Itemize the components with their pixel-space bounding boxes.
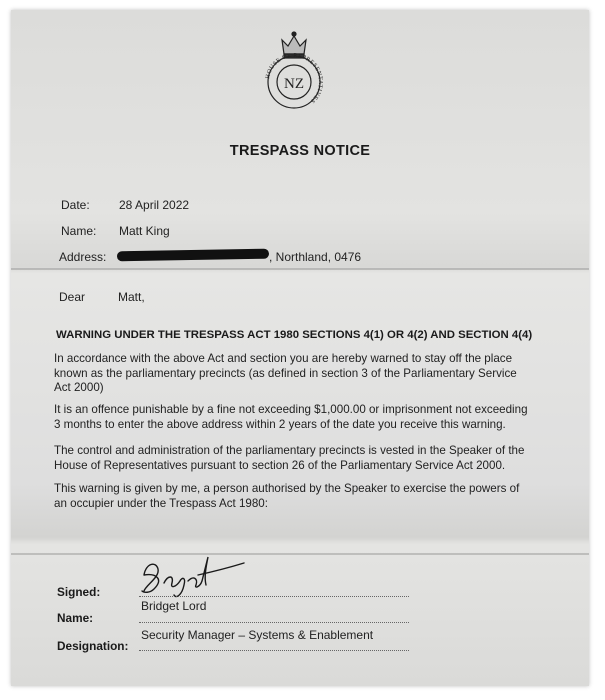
house-of-representatives-crest-icon — [264, 18, 324, 118]
paragraph-line: It is an offence punishable by a fine not exceeding $1,000.00 or imprisonment not exceeding — [54, 403, 528, 416]
name-line — [139, 622, 409, 623]
name-value: Matt King — [119, 224, 170, 238]
paragraph-authority — [54, 482, 554, 511]
greeting-dear: Dear — [59, 290, 86, 304]
date-label: Date: — [61, 198, 90, 212]
paragraph-line: House of Representatives pursuant to section 26 of the Parliamentary Service Act 2000. — [54, 458, 506, 472]
paragraph-line: The control and administration of the parliamentary precincts is vested in the Speaker of the — [54, 444, 525, 457]
designation-value: Security Manager – Systems & Enablement — [141, 628, 374, 642]
crest-emblem-text: NZ — [284, 76, 304, 92]
signature-line — [139, 596, 409, 597]
crest-ring-text: HOUSE OF REPRESENTATIVES — [265, 52, 324, 105]
paragraph-line: This warning is given by me, a person authorised by the Speaker to exercise the powers of — [54, 482, 520, 495]
trespass-notice-document — [11, 10, 589, 686]
paragraph-warning — [54, 352, 554, 396]
paragraph-line: 3 months to enter the above address within 2 years of the date you receive this warning. — [54, 417, 506, 431]
paper-fold-line — [11, 268, 589, 270]
paragraph-line: known as the parliamentary precincts (as defined in section 3 of the Parliamentary Service — [54, 366, 517, 380]
warning-heading: WARNING UNDER THE TRESPASS ACT 1980 SECTIONS 4(1) OR 4(2) AND SECTION 4(4) — [56, 329, 533, 341]
page-title: TRESPASS NOTICE — [229, 143, 371, 159]
signer-name-value: Bridget Lord — [141, 599, 207, 613]
paragraph-line: In accordance with the above Act and section you are hereby warned to stay off the place — [54, 352, 513, 365]
paragraph-line: Act 2000) — [54, 381, 104, 394]
signed-label: Signed: — [57, 585, 101, 599]
paragraph-offence — [54, 403, 554, 432]
greeting-name: Matt, — [118, 290, 145, 304]
redacted-address-mark — [117, 249, 269, 262]
paragraph-control — [54, 444, 554, 473]
date-value: 28 April 2022 — [119, 198, 190, 212]
paragraph-line: an occupier under the Trespass Act 1980: — [54, 496, 268, 510]
designation-line — [139, 650, 409, 651]
paper-fold-line — [11, 553, 589, 555]
designation-label: Designation: — [57, 639, 129, 653]
address-label: Address: — [59, 250, 107, 264]
name-label-signoff: Name: — [57, 611, 94, 625]
name-label: Name: — [61, 224, 97, 238]
address-value: , Northland, 0476 — [269, 250, 362, 264]
